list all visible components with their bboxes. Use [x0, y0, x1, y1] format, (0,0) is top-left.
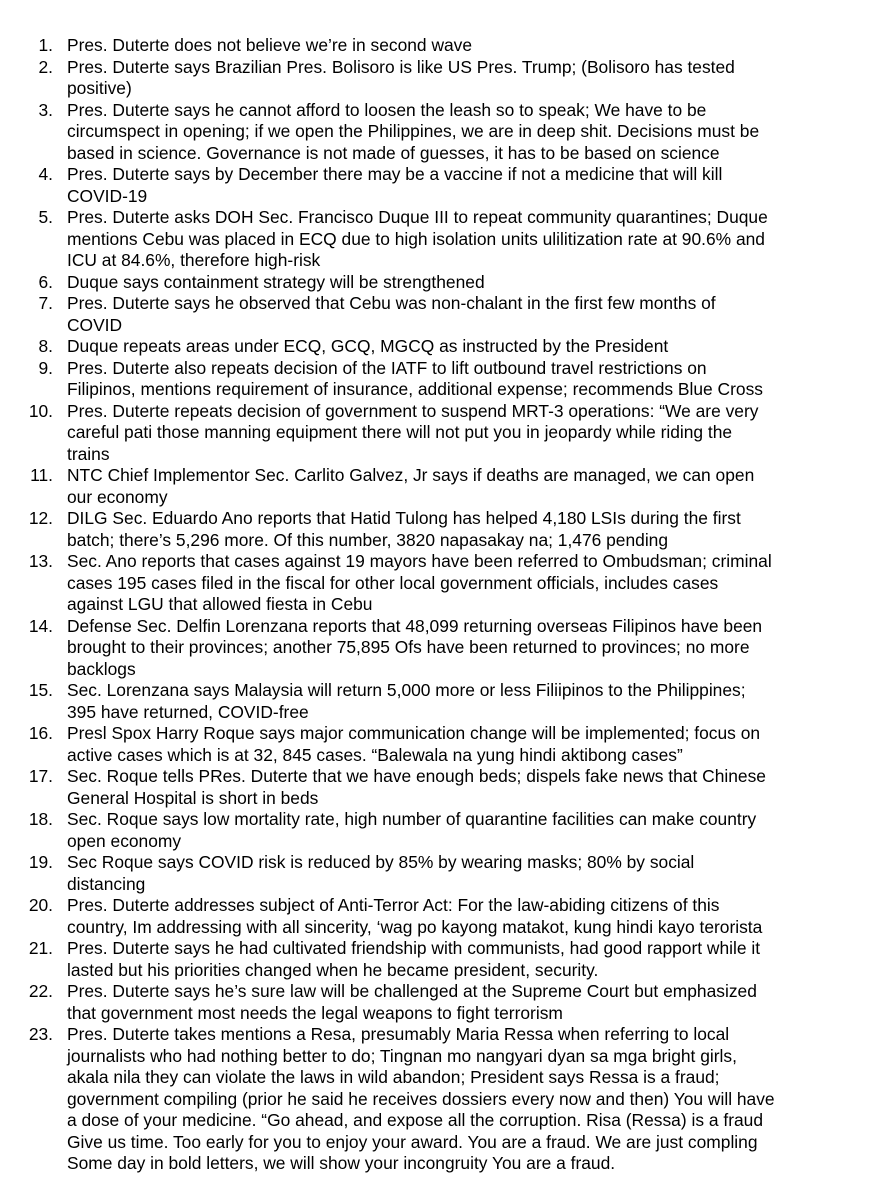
- item-number: 19.: [28, 852, 53, 872]
- list-item: [14, 809, 864, 852]
- item-number: 12.: [28, 508, 53, 528]
- list-item: [14, 207, 864, 272]
- item-text: Pres. Duterte says he had cultivated friendship with communists, had good rapport while it lasted but his priorities changed when he became president, security.: [67, 938, 761, 980]
- item-number: 7.: [38, 293, 53, 313]
- item-number: 6.: [38, 271, 53, 292]
- item-number: 3.: [38, 99, 53, 120]
- item-number: 13.: [28, 551, 53, 571]
- list-item: [14, 938, 864, 981]
- list-item: [14, 508, 864, 551]
- item-text: Duque repeats areas under ECQ, GCQ, MGCQ as instructed by the President: [67, 336, 669, 356]
- item-text: Presl Spox Harry Roque says major communication change will be implemented; focus on active cases which is at 32, 845 cases. “Balewala na yung hindi aktibong cases”: [67, 723, 761, 765]
- list-item: [14, 616, 864, 681]
- item-text: Sec. Roque tells PRes. Duterte that we have enough beds; dispels fake news that Chinese General Hospital is short in beds: [67, 766, 766, 808]
- item-number: 23.: [28, 1024, 53, 1044]
- item-number: 10.: [28, 400, 53, 421]
- list-item: [14, 57, 864, 100]
- numbered-list: [14, 35, 864, 1175]
- list-item: [14, 100, 864, 165]
- item-number: 22.: [28, 981, 53, 1001]
- item-number: 17.: [28, 766, 53, 786]
- item-number: 5.: [38, 207, 53, 227]
- item-text: Pres. Duterte asks DOH Sec. Francisco Duque III to repeat community quarantines; Duque mentions Cebu was placed in ECQ due to high isolation units ulilitization rate at 90.6% and ICU at 84.6%, therefore high-risk: [67, 207, 768, 270]
- list-item: [14, 293, 864, 336]
- item-number: 11.: [30, 465, 53, 485]
- item-text: Pres. Duterte says he’s sure law will be challenged at the Supreme Court but emphasized that government most needs the legal weapons to fight terrorism: [67, 981, 757, 1023]
- item-text: Sec. Roque says low mortality rate, high number of quarantine facilities can make country open economy: [67, 809, 757, 851]
- item-text: Pres. Duterte says Brazilian Pres. Bolisoro is like US Pres. Trump; (Bolisoro has tested positive): [67, 56, 735, 98]
- item-text: Pres. Duterte repeats decision of government to suspend MRT-3 operations: “We are very careful pati those manning equipment there will not put you in jeopardy while riding the trains: [67, 400, 759, 464]
- list-item: [14, 1024, 864, 1175]
- item-number: 2.: [38, 56, 53, 77]
- item-text: Pres. Duterte takes mentions a Resa, presumably Maria Ressa when referring to local journalists who had nothing better to do; Tingnan mo nangyari dyan sa mga bright girls, akala nila they can violate the laws in wild abandon; President says Ressa is a fraud; government compiling (prior he said he receives dossiers every now and then) You will have a dose of your medicine. “Go ahead, and expose all the corruption. Risa (Ressa) is a fraud Give us time. Too early for you to enjoy your award. You are a fraud. We are just compling Some day in bold letters, we will show your incongruity You are a fraud.: [67, 1024, 775, 1173]
- item-number: 15.: [28, 680, 53, 700]
- list-item: [14, 358, 864, 401]
- item-number: 16.: [28, 723, 53, 743]
- list-item: [14, 895, 864, 938]
- list-item: [14, 35, 864, 57]
- item-text: Pres. Duterte does not believe we’re in second wave: [67, 35, 473, 55]
- list-item: [14, 272, 864, 294]
- item-text: Pres. Duterte says by December there may be a vaccine if not a medicine that will kill COVID-19: [67, 164, 723, 206]
- item-text: NTC Chief Implementor Sec. Carlito Galvez, Jr says if deaths are managed, we can open our economy: [67, 465, 755, 507]
- list-item: [14, 465, 864, 508]
- item-number: 4.: [38, 164, 53, 184]
- item-text: Defense Sec. Delfin Lorenzana reports that 48,099 returning overseas Filipinos have been brought to their provinces; another 75,895 Ofs have been returned to provinces; no more backlogs: [67, 615, 763, 679]
- item-text: Pres. Duterte says he cannot afford to loosen the leash so to speak; We have to be circumspect in opening; if we open the Philippines, we are in deep shit. Decisions must be based in science. Governance is not made of guesses, it has to be based on science: [67, 99, 760, 163]
- list-item: [14, 164, 864, 207]
- item-text: Pres. Duterte says he observed that Cebu was non-chalant in the first few months of COVID: [67, 293, 716, 335]
- list-item: [14, 401, 864, 466]
- list-item: [14, 766, 864, 809]
- item-text: Duque says containment strategy will be strengthened: [67, 271, 485, 292]
- item-text: Sec Roque says COVID risk is reduced by 85% by wearing masks; 80% by social distancing: [67, 852, 695, 894]
- list-item: [14, 680, 864, 723]
- item-text: DILG Sec. Eduardo Ano reports that Hatid Tulong has helped 4,180 LSIs during the first batch; there’s 5,296 more. Of this number, 3820 napasakay na; 1,476 pending: [67, 508, 741, 550]
- item-number: 21.: [28, 938, 53, 958]
- item-number: 8.: [38, 336, 53, 356]
- item-number: 20.: [28, 895, 53, 915]
- list-item: [14, 723, 864, 766]
- list-item: [14, 551, 864, 616]
- item-number: 1.: [38, 35, 53, 55]
- list-item: [14, 981, 864, 1024]
- item-text: Sec. Lorenzana says Malaysia will return 5,000 more or less Filiipinos to the Philippines; 395 have returned, COVID-free: [67, 680, 746, 722]
- item-number: 14.: [28, 615, 53, 636]
- list-item: [14, 336, 864, 358]
- item-number: 9.: [38, 357, 53, 378]
- item-text: Sec. Ano reports that cases against 19 mayors have been referred to Ombudsman; criminal cases 195 cases filed in the fiscal for other local government officials, includes cases against LGU that allowed fiesta in Cebu: [67, 551, 772, 614]
- list-item: [14, 852, 864, 895]
- item-number: 18.: [28, 809, 53, 829]
- item-text: Pres. Duterte addresses subject of Anti-Terror Act: For the law-abiding citizens of this country, Im addressing with all sincerity, ‘wag po kayong matakot, kung hindi kayo terorista: [67, 895, 763, 937]
- item-text: Pres. Duterte also repeats decision of the IATF to lift outbound travel restrictions on Filipinos, mentions requirement of insurance, additional expense; recommends Blue Cross: [67, 357, 763, 399]
